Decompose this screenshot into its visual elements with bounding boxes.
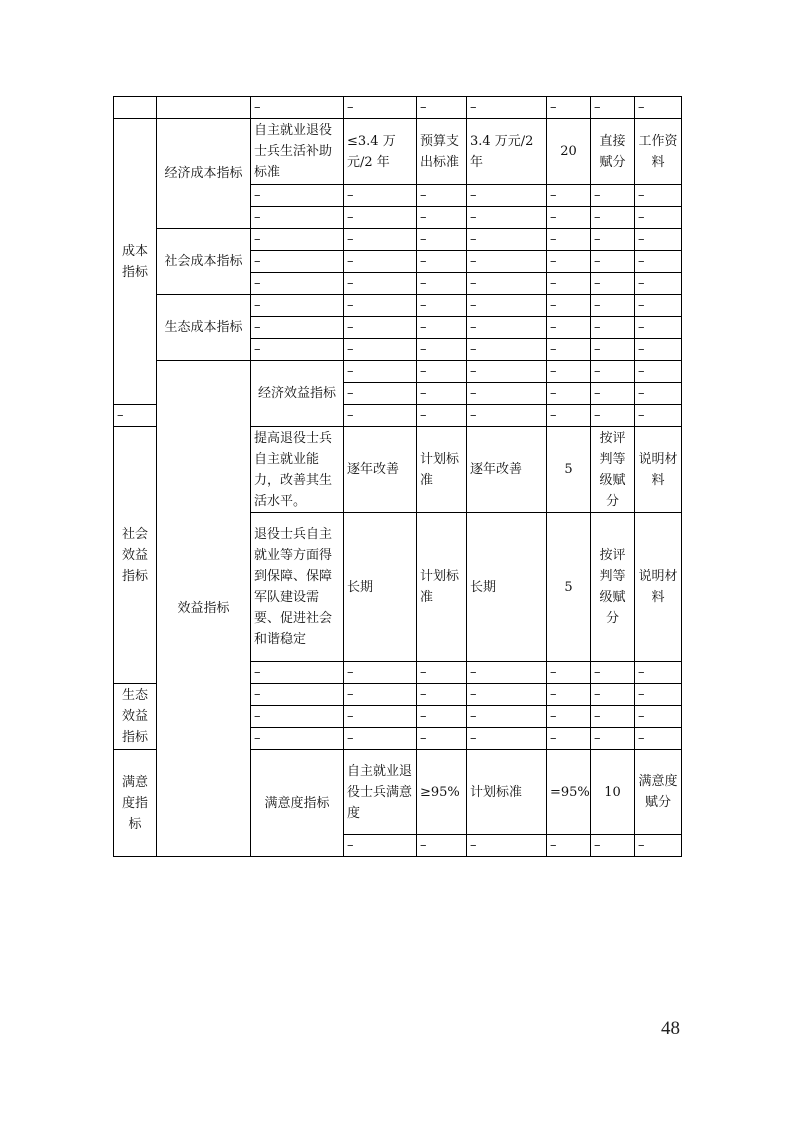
evidence-cell: 工作资料: [635, 119, 682, 185]
table-row: [114, 295, 682, 317]
score-cell: –: [547, 405, 591, 427]
section-label-cost: 成本指标: [114, 119, 157, 405]
method-cell: –: [591, 251, 635, 273]
basis-cell: –: [417, 662, 467, 684]
target-cell: –: [344, 229, 417, 251]
score-cell: –: [591, 361, 635, 383]
target-cell: –: [344, 207, 417, 229]
basis-cell: –: [417, 728, 467, 750]
score-cell: –: [547, 229, 591, 251]
basis-cell: 预算支出标准: [417, 119, 467, 185]
value-cell: 3.4 万元/2 年: [467, 119, 547, 185]
value-cell: –: [467, 185, 547, 207]
subsection-label-social-cost: 社会成本指标: [157, 229, 251, 295]
value-cell: –: [467, 728, 547, 750]
target-cell: –: [417, 361, 467, 383]
score-cell: –: [547, 706, 591, 728]
evidence-cell: –: [635, 728, 682, 750]
basis-cell: 计划标准: [417, 513, 467, 662]
target-cell: –: [344, 317, 417, 339]
evidence-cell: –: [635, 185, 682, 207]
score-cell: –: [547, 728, 591, 750]
value-cell: –: [547, 361, 591, 383]
target-cell: –: [344, 684, 417, 706]
method-cell: –: [591, 706, 635, 728]
target-cell: 逐年改善: [344, 427, 417, 513]
empty-cell: [114, 97, 157, 119]
basis-cell: 计划标准: [467, 750, 547, 835]
score-cell: –: [547, 662, 591, 684]
target-cell: ≥95%: [417, 750, 467, 835]
indicator-cell: –: [251, 339, 344, 361]
target-cell: 长期: [344, 513, 417, 662]
performance-indicator-table: [113, 96, 682, 857]
indicator-cell: –: [251, 684, 344, 706]
value-cell: –: [467, 339, 547, 361]
evidence-cell: –: [635, 207, 682, 229]
score-cell: –: [547, 684, 591, 706]
value-cell: =95%: [547, 750, 591, 835]
method-cell: –: [591, 684, 635, 706]
basis-cell: –: [467, 383, 547, 405]
value-cell: –: [467, 273, 547, 295]
score-cell: –: [547, 295, 591, 317]
indicator-cell: –: [251, 251, 344, 273]
indicator-cell: –: [114, 405, 157, 427]
section-label-satisfaction: 满意度指标: [114, 750, 157, 857]
value-cell: –: [467, 405, 547, 427]
value-cell: 长期: [467, 513, 547, 662]
evidence-cell: –: [635, 405, 682, 427]
subsection-label-economic-cost: 经济成本指标: [157, 119, 251, 229]
value-cell: –: [467, 317, 547, 339]
indicator-cell: 自主就业退役士兵满意度: [344, 750, 417, 835]
target-cell: –: [344, 706, 417, 728]
method-cell: –: [591, 405, 635, 427]
score-cell: –: [547, 339, 591, 361]
method-cell: –: [591, 728, 635, 750]
target-cell: –: [344, 185, 417, 207]
indicator-cell: –: [251, 317, 344, 339]
value-cell: –: [467, 251, 547, 273]
basis-cell: –: [417, 684, 467, 706]
evidence-cell: –: [635, 339, 682, 361]
method-cell: 按评判等级赋分: [591, 513, 635, 662]
section-label-benefit: 效益指标: [157, 361, 251, 857]
target-cell: –: [417, 383, 467, 405]
method-cell: –: [591, 229, 635, 251]
score-cell: –: [547, 97, 591, 119]
score-cell: 5: [547, 513, 591, 662]
score-cell: –: [547, 317, 591, 339]
target-cell: –: [417, 835, 467, 857]
value-cell: –: [467, 229, 547, 251]
basis-cell: –: [417, 339, 467, 361]
method-cell: –: [591, 295, 635, 317]
indicator-cell: –: [344, 361, 417, 383]
score-cell: –: [591, 383, 635, 405]
indicator-cell: –: [251, 295, 344, 317]
value-cell: –: [467, 295, 547, 317]
empty-cell: [157, 97, 251, 119]
basis-cell: –: [417, 97, 467, 119]
basis-cell: –: [417, 207, 467, 229]
subsection-label-eco-benefit: 生态效益指标: [114, 684, 157, 750]
subsection-label-satisfaction: 满意度指标: [251, 750, 344, 857]
indicator-cell: –: [251, 728, 344, 750]
method-cell: –: [635, 383, 682, 405]
target-cell: ≤3.4 万元/2 年: [344, 119, 417, 185]
indicator-cell: 自主就业退役士兵生活补助标准: [251, 119, 344, 185]
target-cell: –: [344, 339, 417, 361]
target-cell: –: [344, 273, 417, 295]
evidence-cell: –: [635, 684, 682, 706]
method-cell: 按评判等级赋分: [591, 427, 635, 513]
method-cell: 满意度赋分: [635, 750, 682, 835]
evidence-cell: –: [635, 662, 682, 684]
target-cell: –: [344, 405, 417, 427]
target-cell: –: [344, 662, 417, 684]
table-row: [114, 229, 682, 251]
basis-cell: –: [417, 229, 467, 251]
table-row: [114, 361, 682, 383]
subsection-label-eco-cost: 生态成本指标: [157, 295, 251, 361]
basis-cell: –: [417, 317, 467, 339]
target-cell: –: [344, 251, 417, 273]
evidence-cell: 说明材料: [635, 513, 682, 662]
page-number: 48: [661, 1018, 680, 1039]
subsection-label-social-benefit: 社会效益指标: [114, 427, 157, 684]
target-cell: –: [344, 295, 417, 317]
method-cell: –: [591, 207, 635, 229]
indicator-cell: –: [344, 835, 417, 857]
indicator-cell: –: [251, 706, 344, 728]
score-cell: –: [547, 185, 591, 207]
indicator-cell: –: [251, 97, 344, 119]
method-cell: –: [591, 317, 635, 339]
basis-cell: –: [417, 251, 467, 273]
method-cell: 直接赋分: [591, 119, 635, 185]
subsection-label-economic-benefit: 经济效益指标: [251, 361, 344, 427]
method-cell: –: [591, 273, 635, 295]
evidence-cell: –: [635, 295, 682, 317]
method-cell: –: [591, 662, 635, 684]
indicator-cell: –: [251, 662, 344, 684]
basis-cell: –: [417, 706, 467, 728]
indicator-cell: –: [251, 273, 344, 295]
evidence-cell: 说明材料: [635, 427, 682, 513]
basis-cell: –: [417, 405, 467, 427]
value-cell: –: [467, 662, 547, 684]
evidence-cell: –: [635, 706, 682, 728]
target-cell: –: [344, 728, 417, 750]
indicator-cell: –: [344, 383, 417, 405]
score-cell: –: [547, 273, 591, 295]
evidence-cell: –: [635, 317, 682, 339]
score-cell: –: [547, 251, 591, 273]
basis-cell: –: [467, 361, 547, 383]
value-cell: –: [467, 706, 547, 728]
indicator-cell: –: [251, 185, 344, 207]
method-cell: –: [635, 361, 682, 383]
basis-cell: –: [417, 273, 467, 295]
target-cell: –: [344, 97, 417, 119]
value-cell: –: [467, 97, 547, 119]
table-row: [114, 119, 682, 185]
evidence-cell: –: [635, 251, 682, 273]
value-cell: –: [467, 207, 547, 229]
evidence-cell: –: [635, 229, 682, 251]
basis-cell: –: [417, 295, 467, 317]
score-cell: –: [591, 835, 635, 857]
indicator-cell: 退役士兵自主就业等方面得到保障、保障军队建设需要、促进社会和谐稳定: [251, 513, 344, 662]
score-cell: 10: [591, 750, 635, 835]
indicator-cell: 提高退役士兵自主就业能力，改善其生活水平。: [251, 427, 344, 513]
basis-cell: 计划标准: [417, 427, 467, 513]
method-cell: –: [591, 97, 635, 119]
table-row: [114, 97, 682, 119]
indicator-cell: –: [251, 207, 344, 229]
score-cell: 20: [547, 119, 591, 185]
value-cell: 逐年改善: [467, 427, 547, 513]
method-cell: –: [591, 339, 635, 361]
basis-cell: –: [467, 835, 547, 857]
evidence-cell: –: [635, 97, 682, 119]
indicator-cell: –: [251, 229, 344, 251]
basis-cell: –: [417, 185, 467, 207]
score-cell: 5: [547, 427, 591, 513]
score-cell: –: [547, 207, 591, 229]
value-cell: –: [547, 835, 591, 857]
method-cell: –: [591, 185, 635, 207]
method-cell: –: [635, 835, 682, 857]
value-cell: –: [467, 684, 547, 706]
evidence-cell: –: [635, 273, 682, 295]
value-cell: –: [547, 383, 591, 405]
